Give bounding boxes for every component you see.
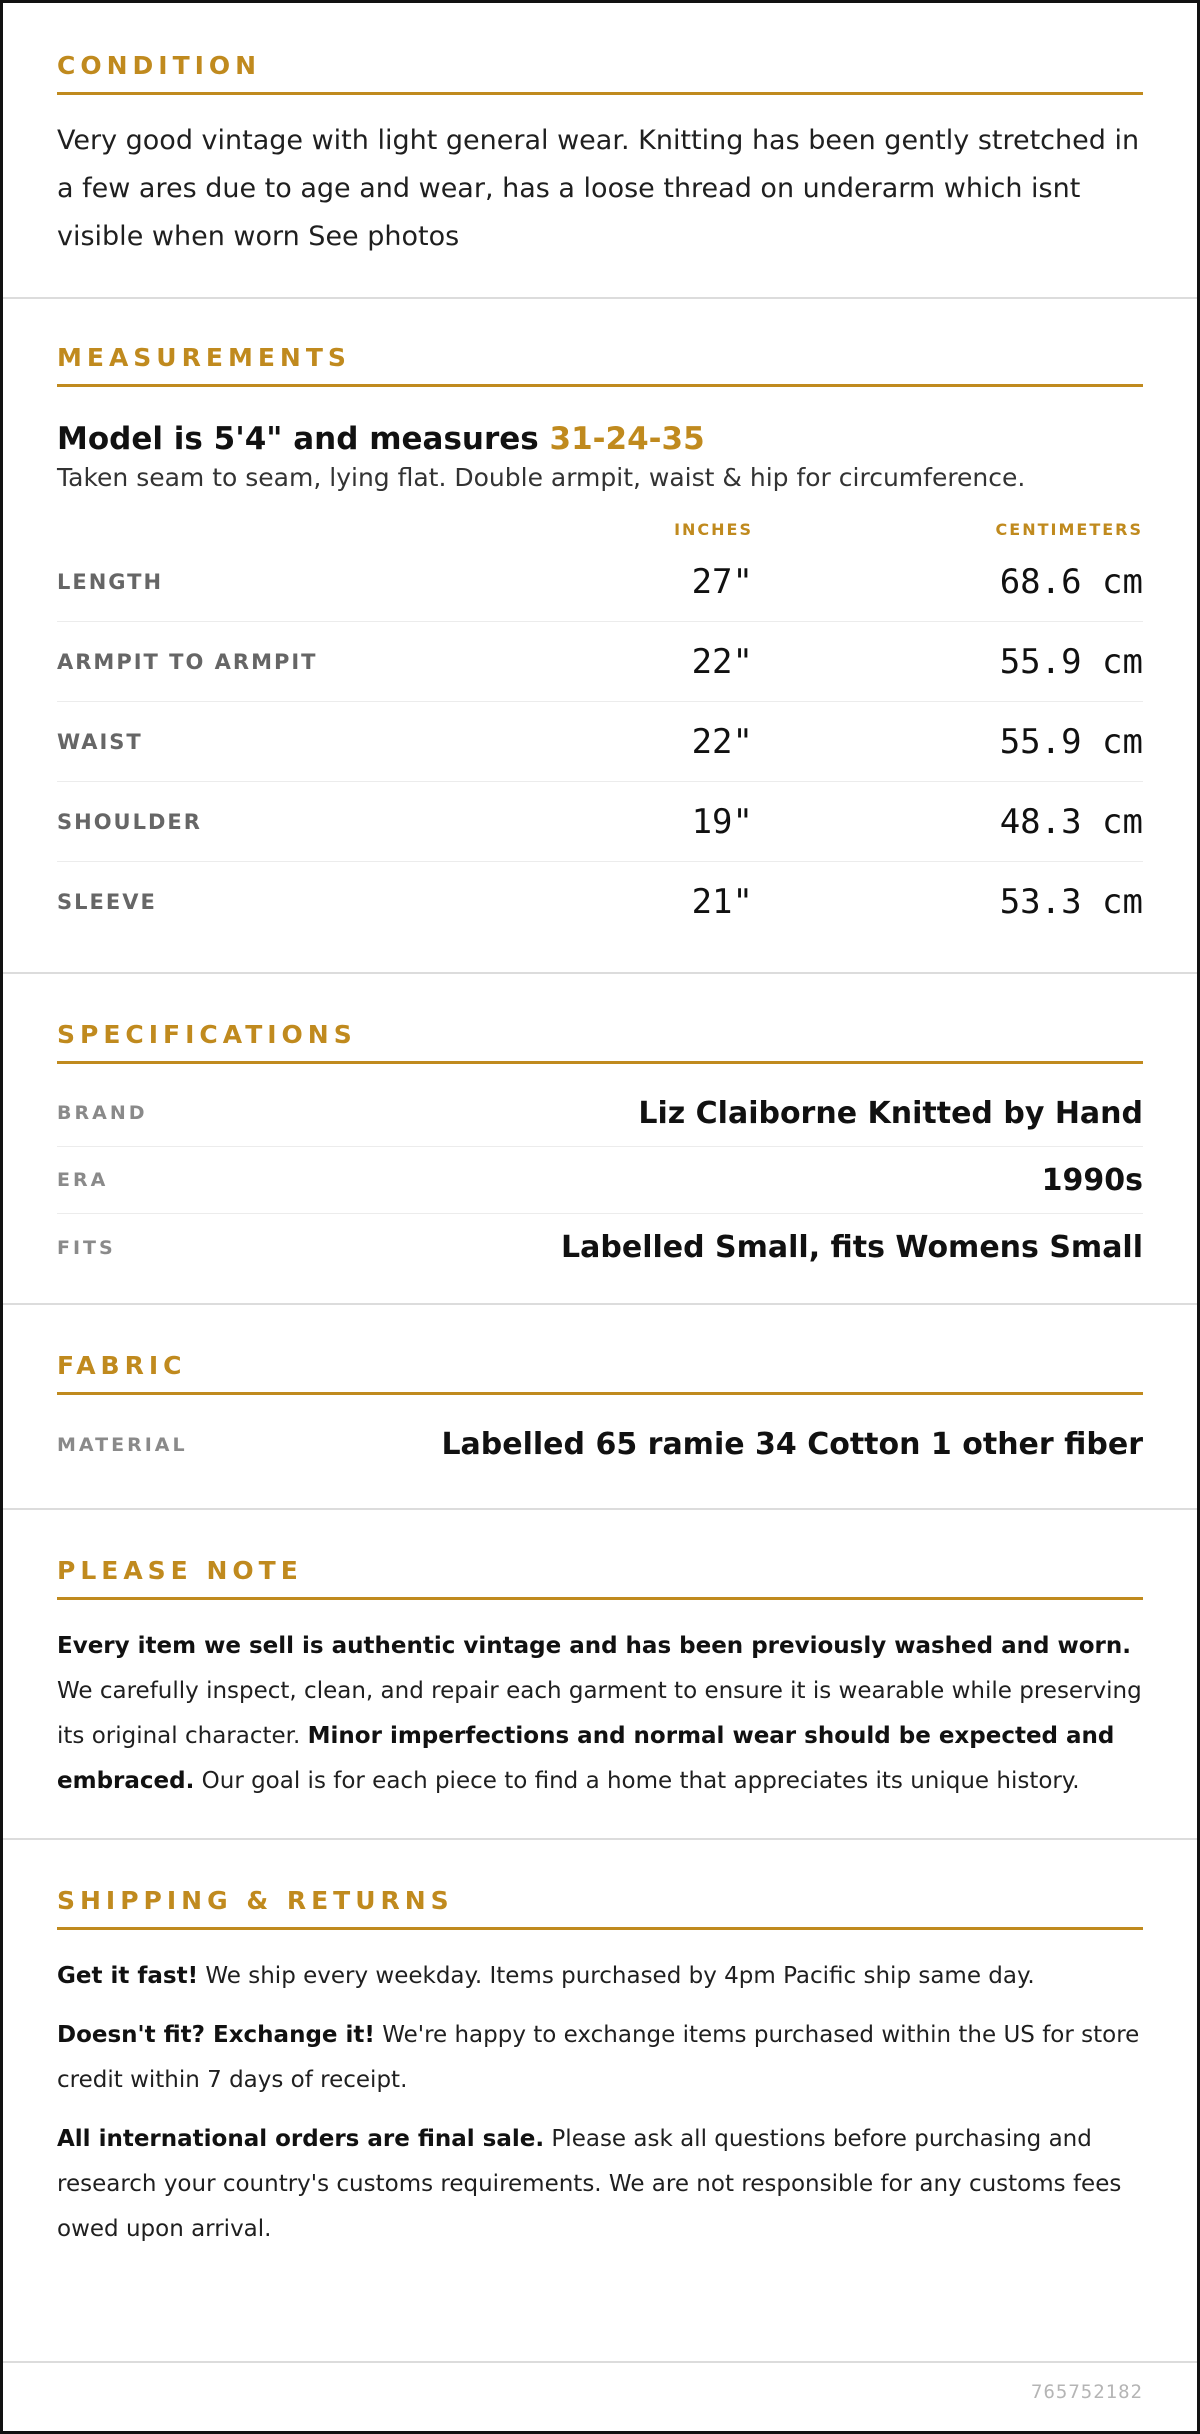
note-text-1: We carefully inspect, clean, and repair each garment to ensure it is wearable while preserving its original character.	[57, 1678, 1142, 1749]
please-note-heading: PLEASE NOTE	[57, 1556, 1143, 1600]
measure-label: ARMPIT TO ARMPIT	[57, 649, 318, 674]
table-row	[57, 782, 1143, 862]
shipping-section	[3, 1840, 1197, 2290]
product-id: 765752182	[1031, 2381, 1143, 2403]
note-text-2: Our goal is for each piece to find a home that appreciates its unique history.	[194, 1768, 1080, 1794]
spec-label: ERA	[57, 1169, 109, 1191]
table-row	[57, 862, 1143, 942]
measure-inches: 27"	[691, 561, 753, 602]
spec-row-brand	[57, 1080, 1143, 1147]
spec-value: 1990s	[1041, 1162, 1143, 1198]
table-row	[57, 542, 1143, 622]
specifications-heading: SPECIFICATIONS	[57, 1020, 1143, 1064]
measure-cm: 53.3 cm	[999, 882, 1143, 922]
shipping-paragraph-2: Doesn't fit? Exchange it! We're happy to exchange items purchased within the US for store credit within 7 days of receipt.	[57, 2022, 1140, 2093]
spec-value: Labelled Small, fits Womens Small	[561, 1230, 1143, 1265]
condition-heading: CONDITION	[57, 51, 1143, 95]
table-row	[57, 622, 1143, 702]
shipping-paragraph-1: Get it fast! We ship every weekday. Items purchased by 4pm Pacific ship same day.	[57, 1963, 1035, 1989]
measure-inches: 22"	[691, 641, 753, 682]
measurements-section	[3, 299, 1197, 974]
measure-cm: 48.3 cm	[999, 801, 1143, 842]
condition-section	[3, 3, 1197, 299]
measurement-method: Taken seam to seam, lying flat. Double armpit, waist & hip for circumference.	[57, 463, 1026, 492]
fabric-heading: FABRIC	[57, 1351, 1143, 1395]
please-note-text	[57, 1624, 1143, 1804]
condition-text: Very good vintage with light general wear. Knitting has been gently stretched in a few ares due to age and wear, has a loose thread on underarm which isnt visible when worn See photos	[57, 125, 1140, 252]
spec-label: MATERIAL	[57, 1433, 188, 1456]
measure-cm: 55.9 cm	[999, 641, 1143, 682]
measurements-table-header	[57, 520, 1143, 542]
measure-inches: 21"	[691, 882, 753, 922]
note-bold-2: Minor imperfections and normal wear should be expected and embraced.	[57, 1723, 1115, 1794]
measure-label: LENGTH	[57, 569, 164, 594]
table-row	[57, 702, 1143, 782]
measurements-table	[57, 520, 1143, 942]
spec-row-era	[57, 1147, 1143, 1214]
spec-value: Labelled 65 ramie 34 Cotton 1 other fiber	[441, 1427, 1143, 1462]
shipping-paragraph-3: All international orders are final sale. Please ask all questions before purchasing and research your country's customs requirements. We are not responsible for any customs fees owed upon arrival.	[57, 2126, 1122, 2242]
specifications-section	[3, 974, 1197, 1305]
model-prefix: Model is 5'4" and measures	[57, 421, 550, 457]
column-inches: INCHES	[674, 520, 753, 539]
spec-row-material	[57, 1411, 1143, 1478]
spec-value: Liz Claiborne Knitted by Hand	[638, 1095, 1143, 1131]
measure-cm: 68.6 cm	[999, 561, 1143, 602]
please-note-section	[3, 1510, 1197, 1840]
note-bold-1: Every item we sell is authentic vintage and has been previously washed and worn.	[57, 1633, 1131, 1659]
model-measurements	[57, 421, 1143, 457]
spec-label: FITS	[57, 1236, 116, 1259]
measure-inches: 22"	[691, 721, 753, 762]
model-measure-value: 31-24-35	[549, 421, 705, 457]
footer-divider	[3, 2361, 1197, 2363]
measure-label: SLEEVE	[57, 890, 157, 914]
measure-label: WAIST	[57, 729, 143, 754]
measure-cm: 55.9 cm	[999, 721, 1143, 762]
spec-row-fits	[57, 1214, 1143, 1281]
column-centimeters: CENTIMETERS	[995, 520, 1143, 539]
measure-inches: 19"	[691, 801, 753, 842]
specifications-list	[57, 1080, 1143, 1281]
measurements-heading: MEASUREMENTS	[57, 343, 1143, 387]
fabric-section	[3, 1305, 1197, 1510]
shipping-heading: SHIPPING & RETURNS	[57, 1886, 1143, 1930]
spec-label: BRAND	[57, 1102, 148, 1124]
measure-label: SHOULDER	[57, 809, 202, 834]
